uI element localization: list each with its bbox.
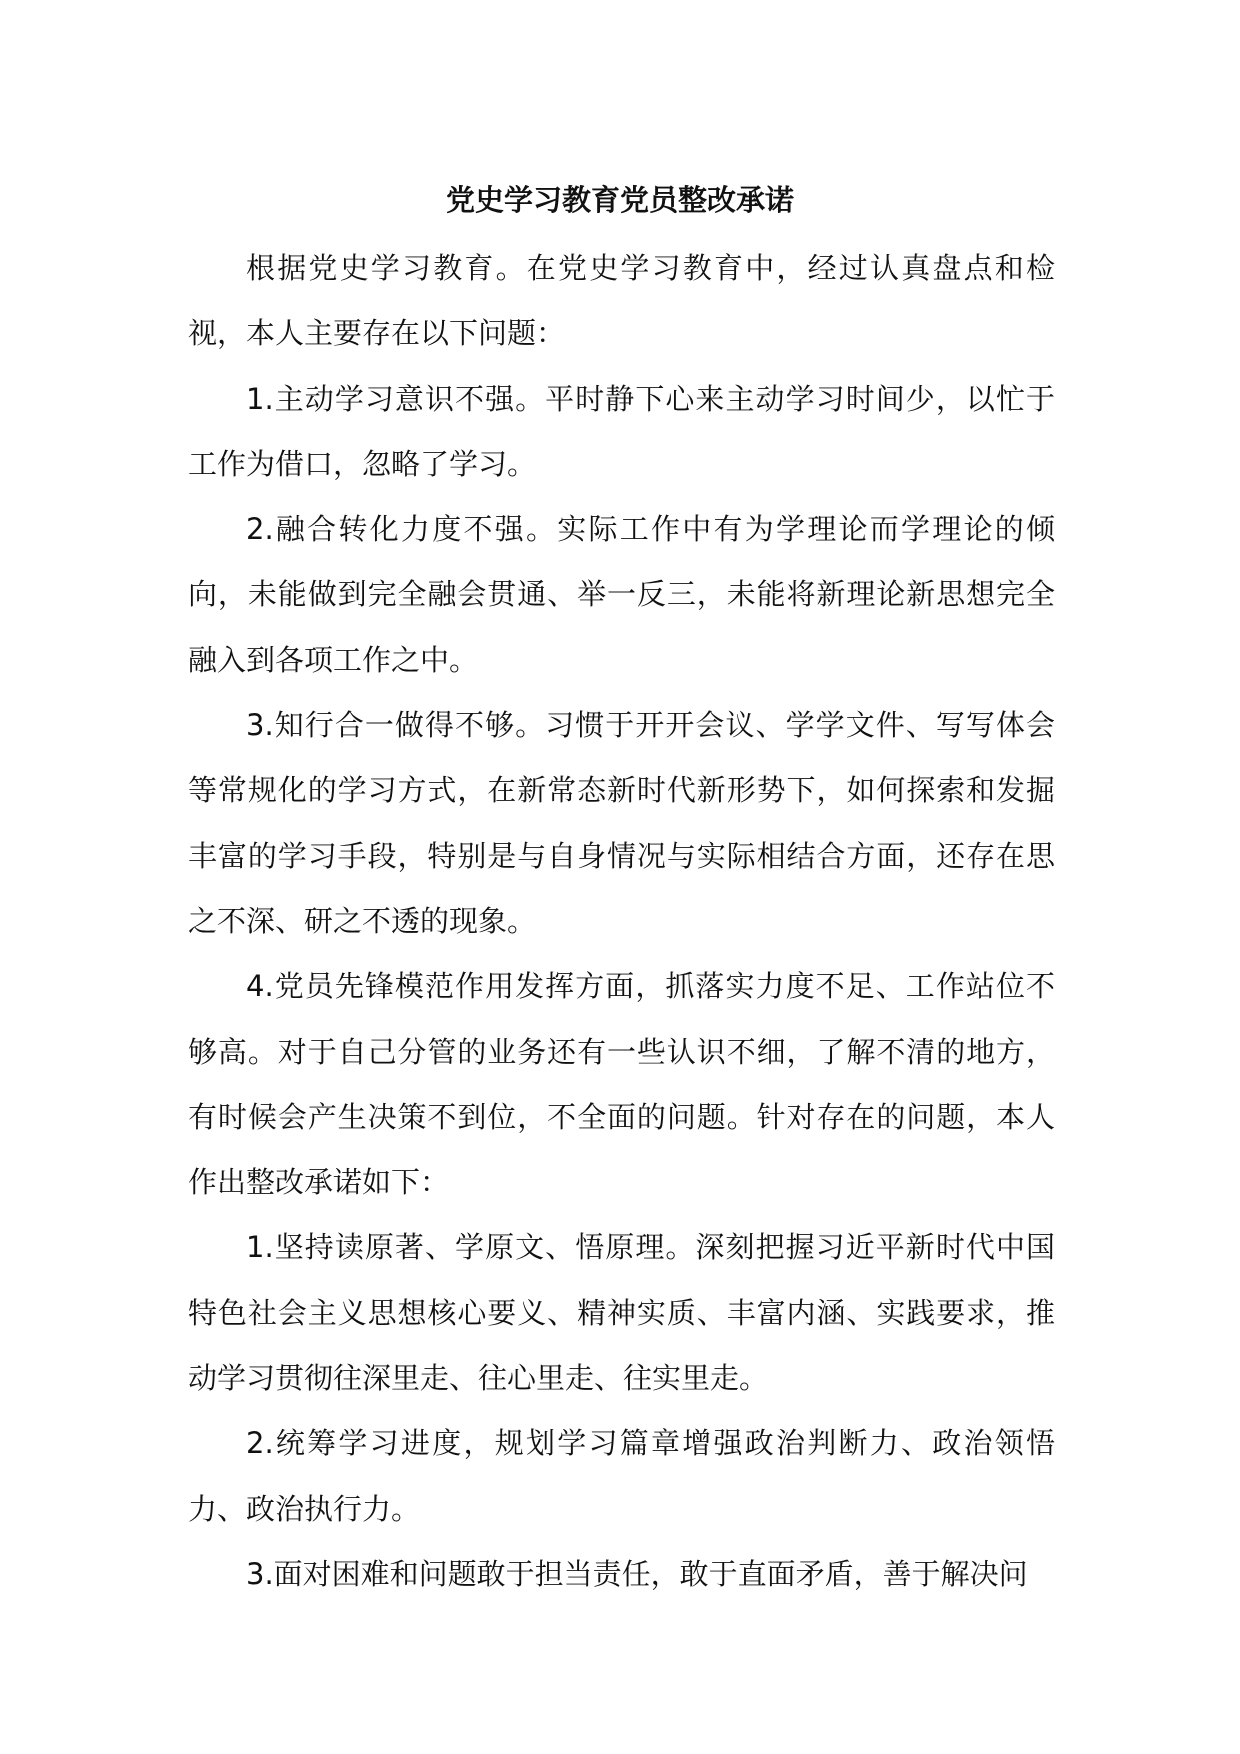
paragraph: 3.面对困难和问题敢于担当责任，敢于直面矛盾，善于解决问	[246, 1556, 1028, 1591]
paragraph: 2.统筹学习进度，规划学习篇章增强政治判断力、政治领悟力、政治执行力。	[188, 1426, 1055, 1526]
document-body	[188, 236, 1055, 1607]
paragraph: 4.党员先锋模范作用发挥方面，抓落实力度不足、工作站位不够高。对于自己分管的业务还有一些认识不细，了解不清的地方，有时候会产生决策不到位，不全面的问题。针对存在的问题，本人作出整改承诺如下：	[188, 969, 1055, 1200]
paragraph: 1.坚持读原著、学原文、悟原理。深刻把握习近平新时代中国特色社会主义思想核心要义、精神实质、丰富内涵、实践要求，推动学习贯彻往深里走、往心里走、往实里走。	[188, 1230, 1055, 1396]
paragraph: 根据党史学习教育。在党史学习教育中，经过认真盘点和检视，本人主要存在以下问题：	[188, 251, 1055, 351]
paragraph: 2.融合转化力度不强。实际工作中有为学理论而学理论的倾向，未能做到完全融会贯通、举一反三，未能将新理论新思想完全融入到各项工作之中。	[188, 512, 1055, 677]
document-title: 党史学习教育党员整改承诺	[445, 183, 794, 217]
paragraph: 3.知行合一做得不够。习惯于开开会议、学学文件、写写体会等常规化的学习方式，在新常态新时代新形势下，如何探索和发掘丰富的学习手段，特别是与自身情况与实际相结合方面，还存在思之不深、研之不透的现象。	[188, 708, 1055, 938]
paragraph: 1.主动学习意识不强。平时静下心来主动学习时间少，以忙于工作为借口，忽略了学习。	[188, 381, 1055, 481]
